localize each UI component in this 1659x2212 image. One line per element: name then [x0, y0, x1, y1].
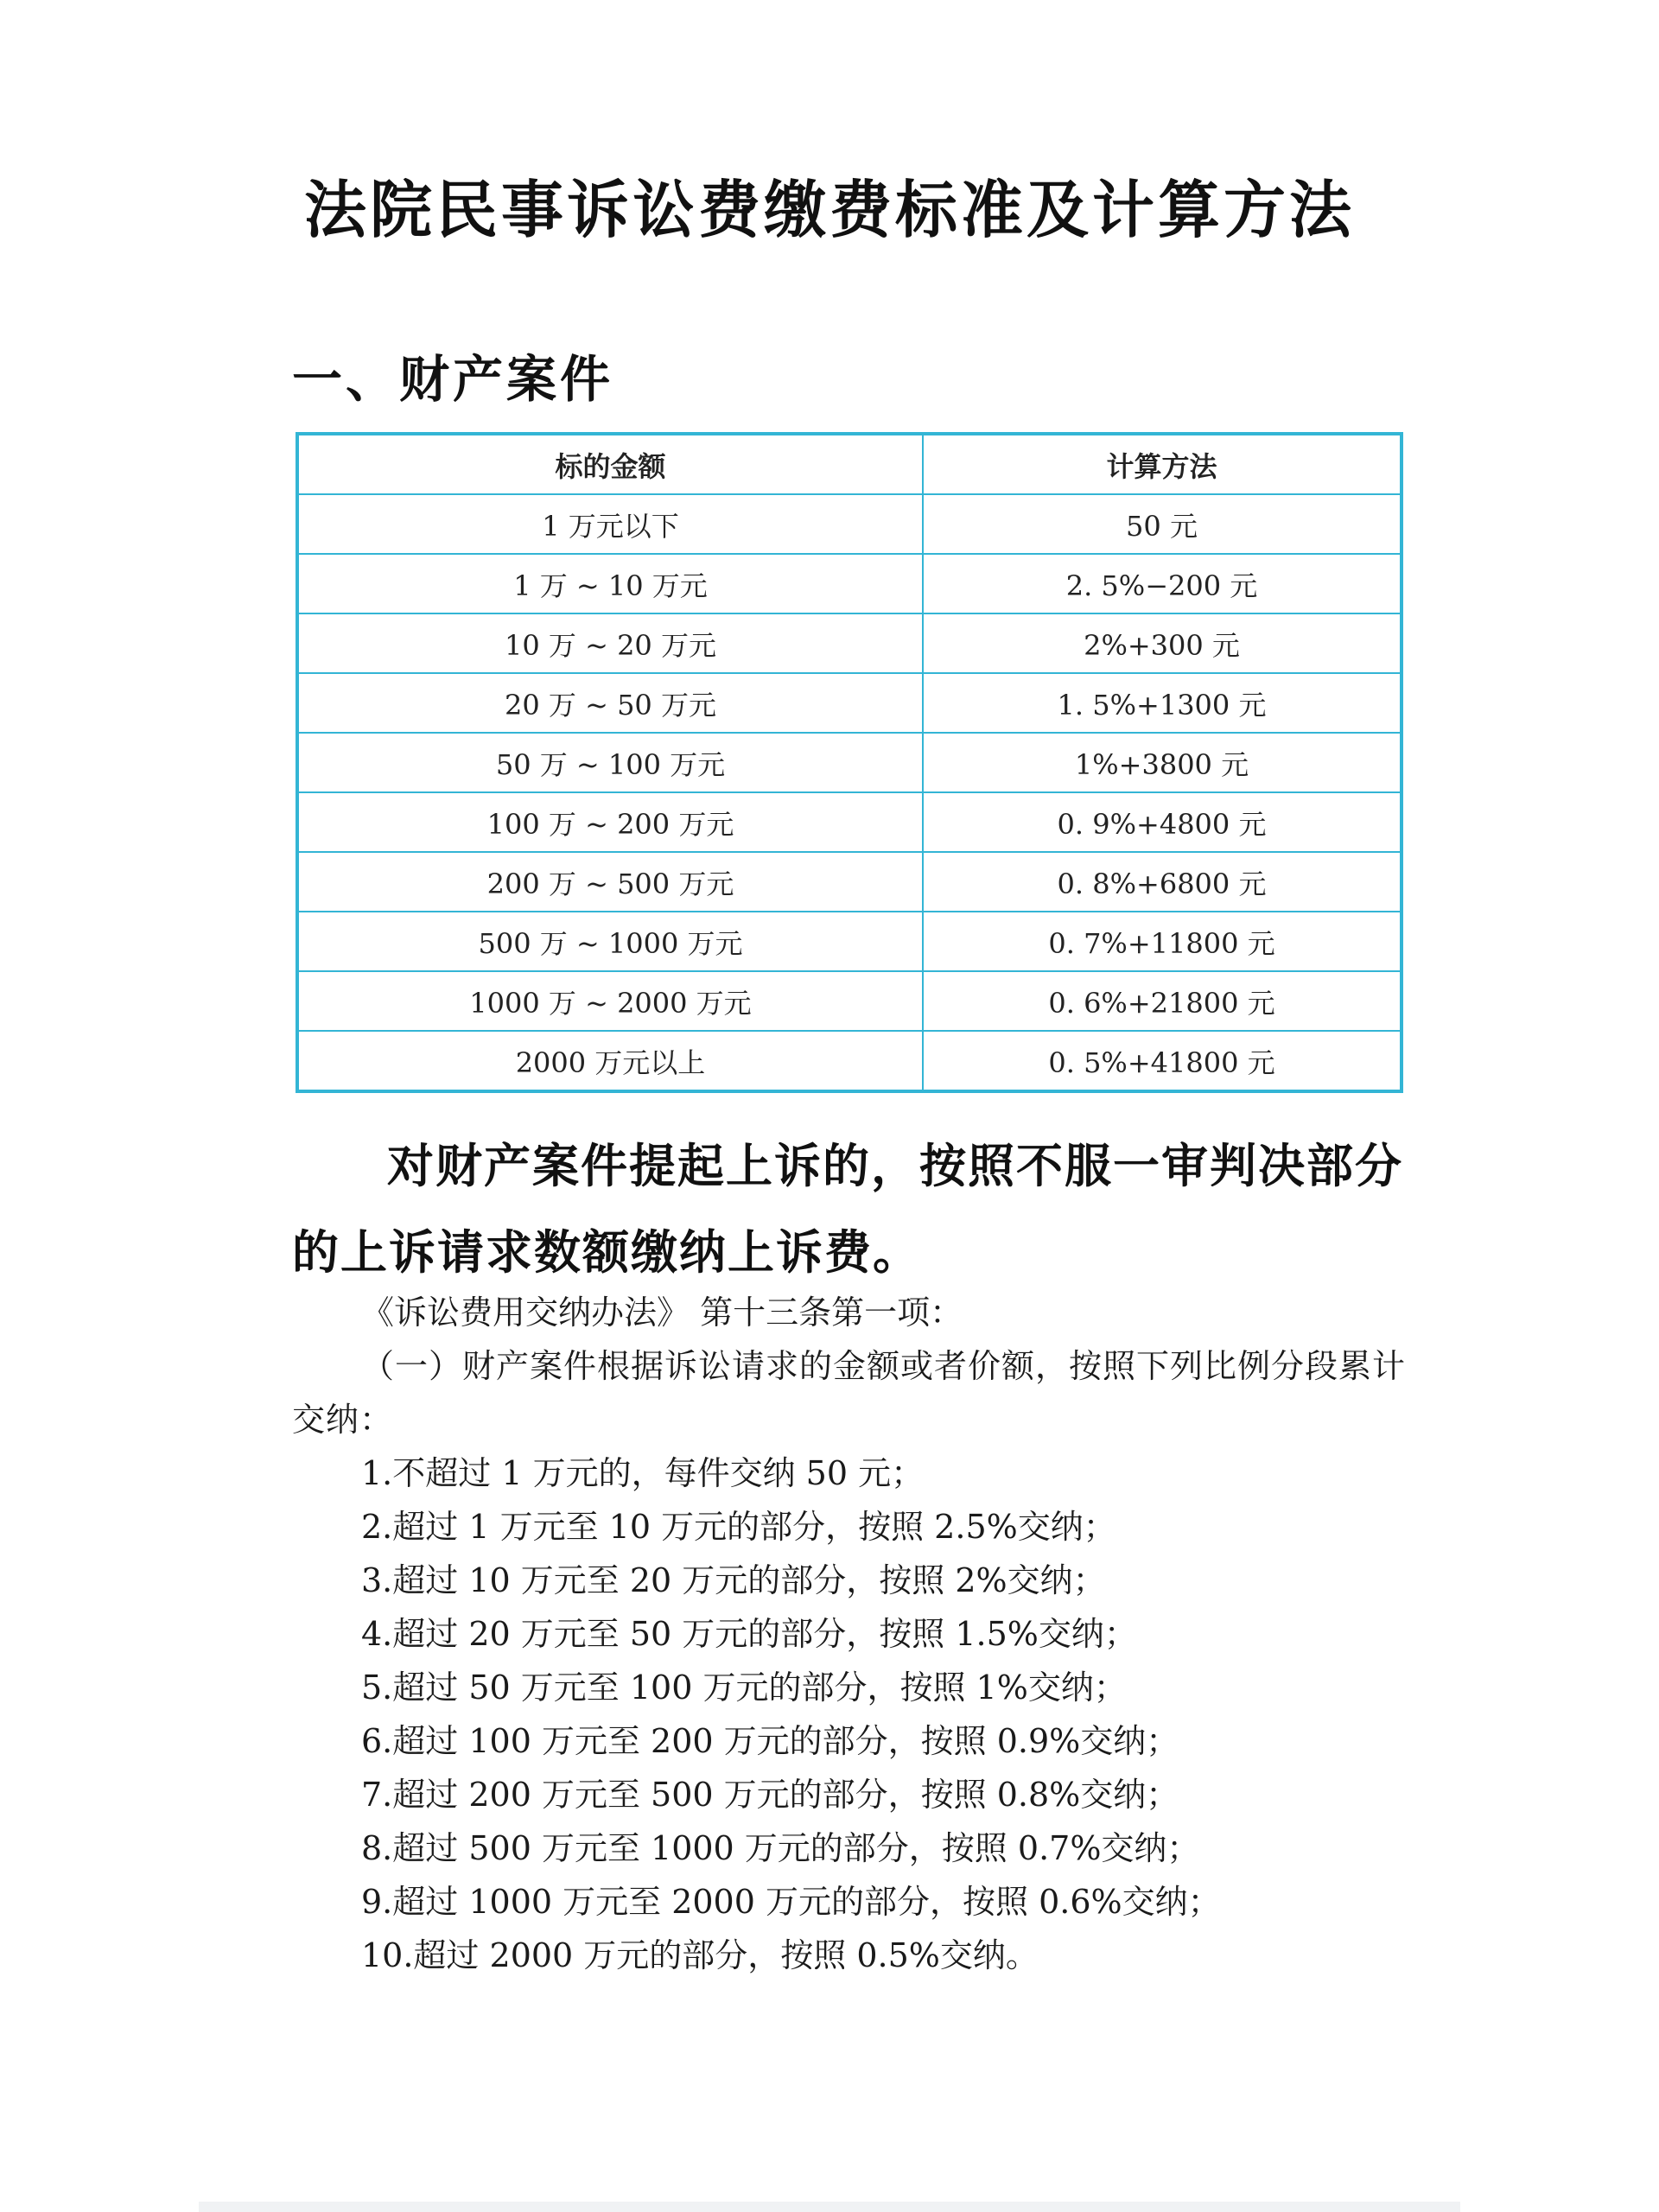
page-title: 法院民事诉讼费缴费标准及计算方法 — [303, 174, 1355, 246]
amount-cell: 1 万元以下 — [297, 494, 923, 554]
method-cell: 0. 6%+21800 元 — [923, 971, 1402, 1031]
regulation-item: 1.不超过 1 万元的，每件交纳 50 元； — [361, 1454, 925, 1492]
table-row — [297, 912, 1402, 971]
table-row — [297, 494, 1402, 554]
fee-table — [296, 432, 1403, 1093]
table-row — [297, 1031, 1402, 1091]
table-row — [297, 613, 1402, 673]
method-cell: 50 元 — [923, 494, 1402, 554]
method-cell: 0. 7%+11800 元 — [923, 912, 1402, 971]
column-header-amount: 标的金额 — [297, 434, 923, 494]
method-cell: 1. 5%+1300 元 — [923, 673, 1402, 733]
regulation-item: 3.超过 10 万元至 20 万元的部分，按照 2%交纳； — [361, 1561, 1106, 1599]
amount-cell: 2000 万元以上 — [297, 1031, 923, 1091]
regulation-item: 6.超过 100 万元至 200 万元的部分，按照 0.9%交纳； — [361, 1722, 1179, 1760]
table-row — [297, 971, 1402, 1031]
section-heading: 一、财产案件 — [292, 350, 614, 409]
regulation-item: 7.超过 200 万元至 500 万元的部分，按照 0.8%交纳； — [361, 1776, 1179, 1814]
regulation-item: 10.超过 2000 万元的部分，按照 0.5%交纳。 — [361, 1936, 1039, 1974]
amount-cell: 1 万 ~ 10 万元 — [297, 554, 923, 613]
amount-cell: 200 万 ~ 500 万元 — [297, 852, 923, 912]
amount-cell: 20 万 ~ 50 万元 — [297, 673, 923, 733]
regulation-source: 《诉讼费用交纳办法》 第十三条第一项： — [361, 1294, 963, 1332]
table-header-row — [297, 434, 1402, 494]
amount-cell: 50 万 ~ 100 万元 — [297, 733, 923, 792]
method-cell: 0. 9%+4800 元 — [923, 792, 1402, 852]
regulation-item: 8.超过 500 万元至 1000 万元的部分，按照 0.7%交纳； — [361, 1829, 1200, 1867]
table-row — [297, 852, 1402, 912]
table-row — [297, 792, 1402, 852]
method-cell: 2%+300 元 — [923, 613, 1402, 673]
appeal-note: 对财产案件提起上诉的，按照不服一审判决部分的上诉请求数额缴纳上诉费。 — [292, 1139, 1403, 1280]
amount-cell: 10 万 ~ 20 万元 — [297, 613, 923, 673]
regulation-item: 5.超过 50 万元至 100 万元的部分，按照 1%交纳； — [361, 1669, 1127, 1707]
regulation-intro: （一）财产案件根据诉讼请求的金额或者价额，按照下列比例分段累计交纳： — [292, 1347, 1407, 1439]
amount-cell: 1000 万 ~ 2000 万元 — [297, 971, 923, 1031]
table-row — [297, 554, 1402, 613]
table-row — [297, 673, 1402, 733]
amount-cell: 100 万 ~ 200 万元 — [297, 792, 923, 852]
regulation-item: 2.超过 1 万元至 10 万元的部分，按照 2.5%交纳； — [361, 1508, 1116, 1546]
method-cell: 0. 5%+41800 元 — [923, 1031, 1402, 1091]
bottom-divider — [199, 2202, 1460, 2212]
regulation-item: 4.超过 20 万元至 50 万元的部分，按照 1.5%交纳； — [361, 1615, 1137, 1653]
regulation-item: 9.超过 1000 万元至 2000 万元的部分，按照 0.6%交纳； — [361, 1883, 1221, 1921]
method-cell: 2. 5%−200 元 — [923, 554, 1402, 613]
amount-cell: 500 万 ~ 1000 万元 — [297, 912, 923, 971]
regulation-excerpt — [292, 1286, 1415, 1982]
method-cell: 0. 8%+6800 元 — [923, 852, 1402, 912]
method-cell: 1%+3800 元 — [923, 733, 1402, 792]
column-header-method: 计算方法 — [923, 434, 1402, 494]
table-row — [297, 733, 1402, 792]
